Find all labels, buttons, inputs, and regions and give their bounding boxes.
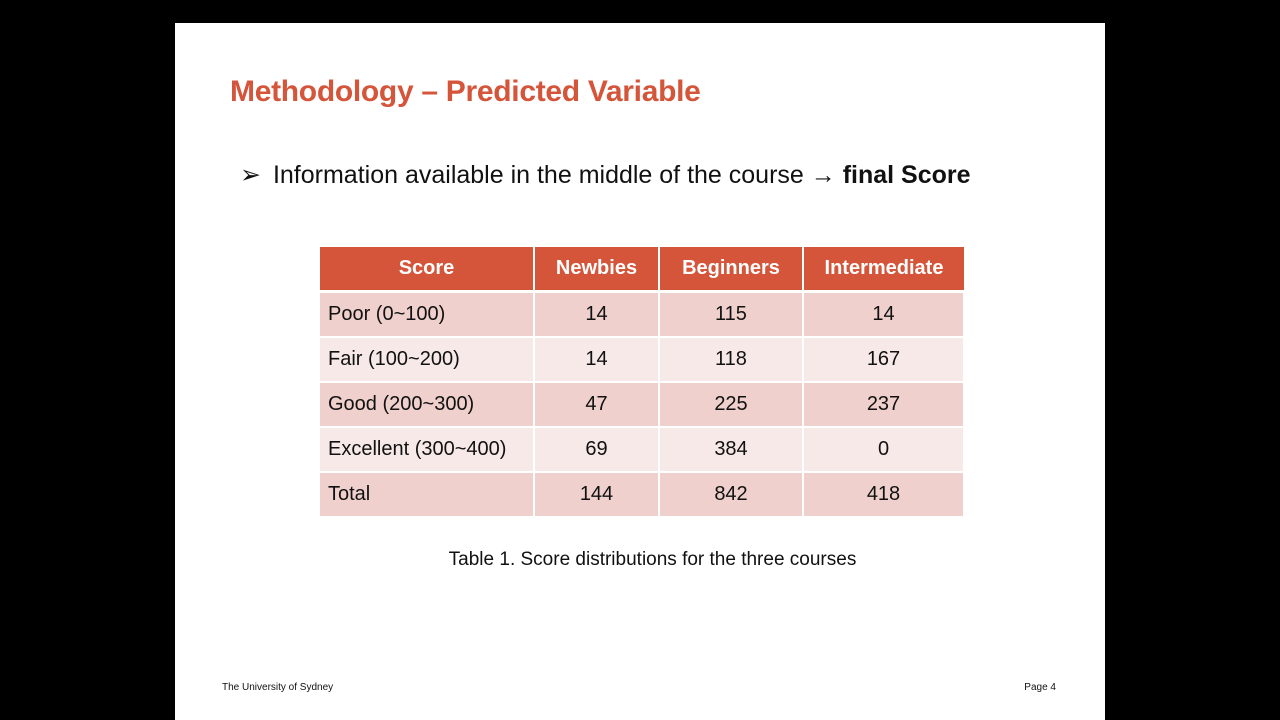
header-newbies: Newbies — [534, 247, 659, 292]
table-row — [320, 427, 964, 472]
cell: 14 — [534, 337, 659, 382]
table-row — [320, 292, 964, 338]
cell: 144 — [534, 472, 659, 517]
bullet-point — [240, 160, 971, 190]
cell: 47 — [534, 382, 659, 427]
header-beginners: Beginners — [659, 247, 803, 292]
footer-page-number: Page 4 — [1024, 682, 1056, 693]
cell: 384 — [659, 427, 803, 472]
table-row — [320, 337, 964, 382]
cell: Total — [320, 472, 534, 517]
cell: 69 — [534, 427, 659, 472]
cell: 14 — [803, 292, 964, 338]
cell: Excellent (300~400) — [320, 427, 534, 472]
slide-title: Methodology – Predicted Variable — [230, 75, 701, 108]
slide — [175, 23, 1105, 720]
footer-university: The University of Sydney — [222, 682, 334, 693]
cell: 0 — [803, 427, 964, 472]
cell: 118 — [659, 337, 803, 382]
cell: Good (200~300) — [320, 382, 534, 427]
cell: 418 — [803, 472, 964, 517]
header-score: Score — [320, 247, 534, 292]
cell: 115 — [659, 292, 803, 338]
arrow-bullet-icon: ➢ — [240, 161, 261, 189]
cell: 225 — [659, 382, 803, 427]
header-intermediate: Intermediate — [803, 247, 964, 292]
cell: Poor (0~100) — [320, 292, 534, 338]
cell: 237 — [803, 382, 964, 427]
table-row — [320, 382, 964, 427]
right-arrow-icon: → — [810, 161, 836, 189]
score-table — [320, 247, 965, 518]
table-row-total — [320, 472, 964, 517]
cell: 14 — [534, 292, 659, 338]
bullet-bold-text: final Score — [842, 161, 971, 189]
cell: 842 — [659, 472, 803, 517]
cell: 167 — [803, 337, 964, 382]
bullet-text: Information available in the middle of the course — [272, 161, 804, 189]
cell: Fair (100~200) — [320, 337, 534, 382]
table-caption: Table 1. Score distributions for the three courses — [448, 549, 857, 570]
